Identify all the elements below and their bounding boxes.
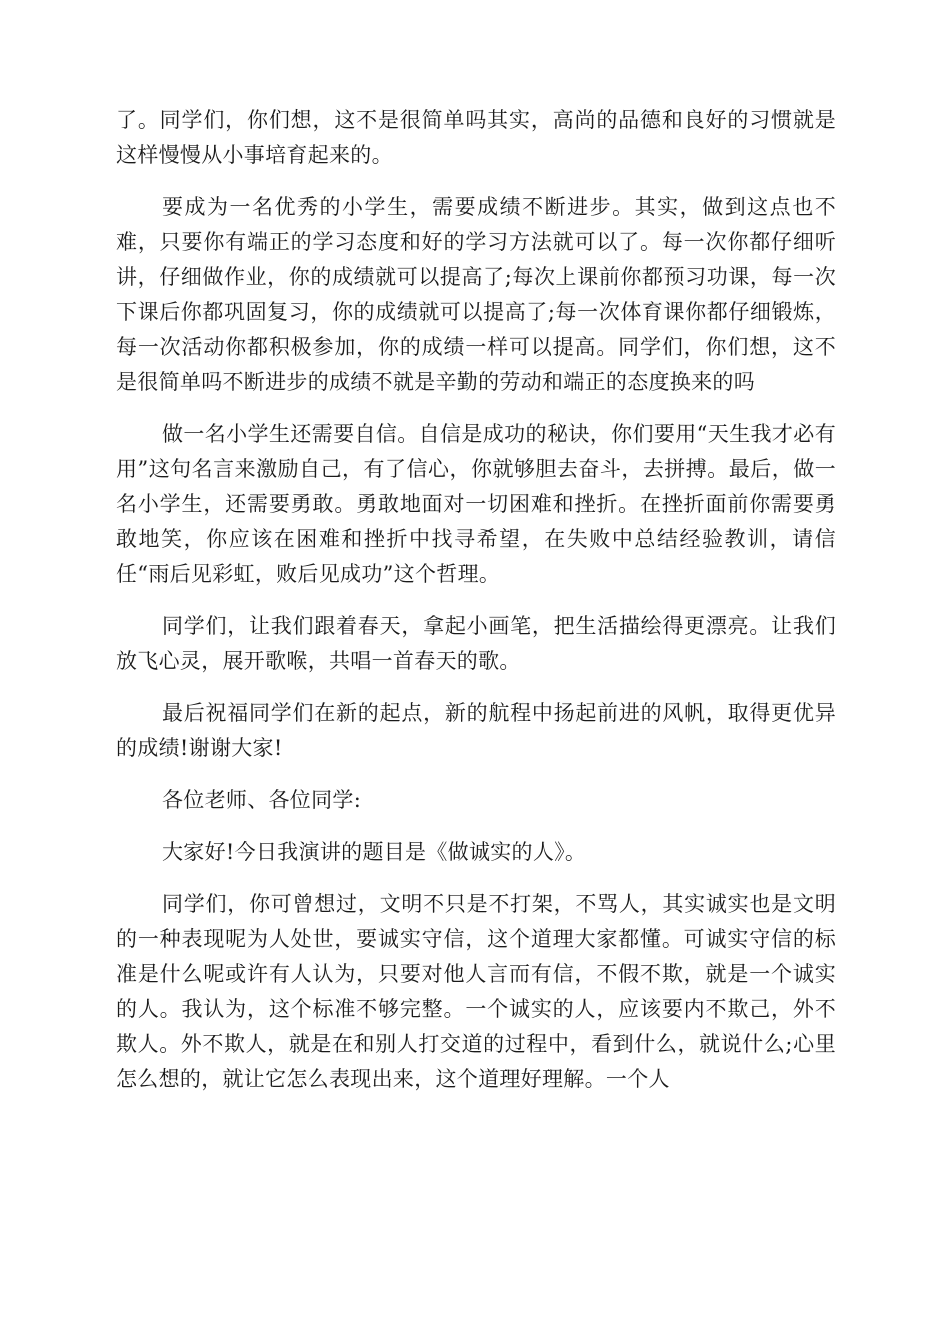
paragraph-8: 同学们，你可曾想过，文明不只是不打架，不骂人，其实诚实也是文明的一种表现呢为人处世，要诚实守信，这个道理大家都懂。可诚实守信的标准是什么呢或许有人认为，只要对他人言而有信，不假不欺，就是一个诚实的人。我认为，这个标准不够完整。一个诚实的人，应该要内不欺己，外不欺人。外不欺人，就是在和别人打交道的过程中，看到什么，就说什么;心里怎么想的，就让它怎么表现出来，这个道理好理解。一个人: [116, 892, 836, 1091]
paragraph-1: 了。同学们，你们想，这不是很简单吗其实，高尚的品德和良好的习惯就是这样慢慢从小事培育起来的。: [116, 108, 836, 167]
paragraph-4: 同学们，让我们跟着春天，拿起小画笔，把生活描绘得更漂亮。让我们放飞心灵，展开歌喉，共唱一首春天的歌。: [116, 614, 836, 673]
paragraph-3: 做一名小学生还需要自信。自信是成功的秘诀，你们要用“天生我才必有用”这句名言来激励自己，有了信心，你就够胆去奋斗，去拼搏。最后，做一名小学生，还需要勇敢。勇敢地面对一切困难和挫折。在挫折面前你需要勇敢地笑，你应该在困难和挫折中找寻希望，在失败中总结经验教训，请信任“雨后见彩虹，败后见成功”这个哲理。: [116, 422, 836, 586]
document-body: [116, 103, 836, 1114]
paragraph-2: 要成为一名优秀的小学生，需要成绩不断进步。其实，做到这点也不难，只要你有端正的学习态度和好的学习方法就可以了。每一次你都仔细听讲，仔细做作业，你的成绩就可以提高了;每次上课前你都预习功课，每一次下课后你都巩固复习，你的成绩就可以提高了;每一次体育课你都仔细锻炼，每一次活动你都积极参加，你的成绩一样可以提高。同学们，你们想，这不是很简单吗不断进步的成绩不就是辛勤的劳动和端正的态度换来的吗: [116, 195, 836, 394]
paragraph-5: 最后祝福同学们在新的起点，新的航程中扬起前进的风帆，取得更优异的成绩!谢谢大家!: [116, 701, 836, 760]
paragraph-6: 各位老师、各位同学:: [162, 788, 362, 812]
paragraph-7: 大家好!今日我演讲的题目是《做诚实的人》。: [162, 840, 587, 864]
